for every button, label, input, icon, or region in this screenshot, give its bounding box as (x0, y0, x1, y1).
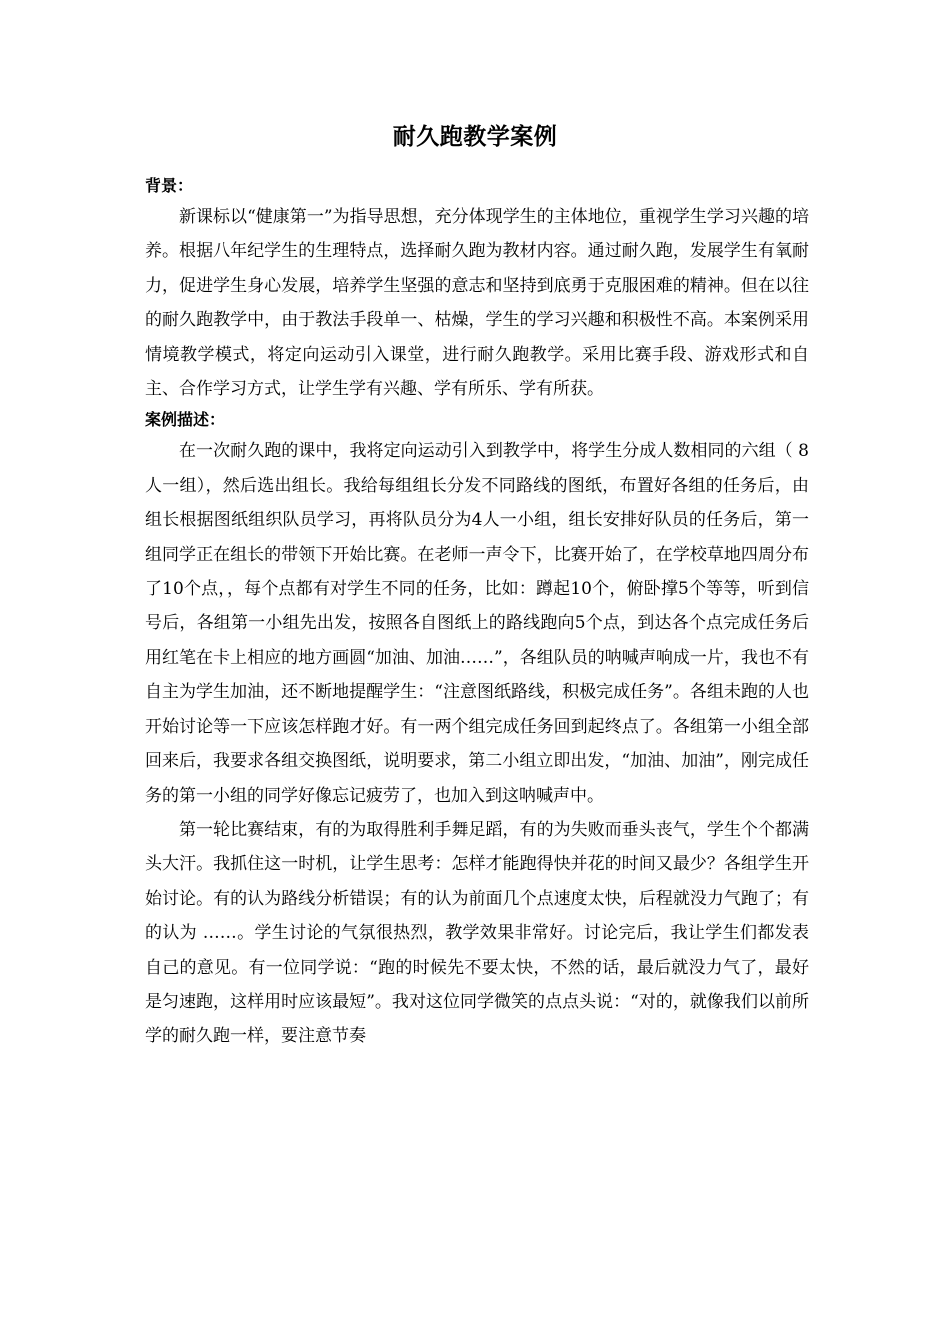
paragraph: 在一次耐久跑的课中，我将定向运动引入到教学中，将学生分成人数相同的六组（ 8人一组），然后选出组长。我给每组组长分发不同路线的图纸，布置好各组的任务后，由组长根据图纸组织队员学习，再将队员分为4人一小组，组长安排好队员的任务后，第一组同学正在组长的带领下开始比赛。在老师一声令下，比赛开始了，在学校草地四周分布了10个点，，每个点都有对学生不同的任务，比如：蹲起10个，俯卧撑5个等等，听到信号后，各组第一小组先出发，按照各自图纸上的路线跑向5个点，到达各个点完成任务后用红笔在卡上相应的地方画圆“加油、加油……”，各组队员的呐喊声响成一片，我也不有自主为学生加油，还不断地提醒学生：“注意图纸路线，积极完成任务”。各组未跑的人也开始讨论等一下应该怎样跑才好。有一两个组完成任务回到起终点了。各组第一小组全部回来后，我要求各组交换图纸，说明要求，第二小组立即出发，“加油、加油”，刚完成任务的第一小组的同学好像忘记疲劳了，也加入到这呐喊声中。 (145, 441, 809, 806)
section-background (145, 172, 809, 406)
section-heading: 案例描述： (145, 410, 226, 430)
document-title: 耐久跑教学案例 (392, 124, 558, 150)
section-case-description (145, 406, 809, 1053)
paragraph: 第一轮比赛结束，有的为取得胜利手舞足蹈，有的为失败而垂头丧气，学生个个都满头大汗。我抓住这一时机，让学生思考：怎样才能跑得快并花的时间又最少？各组学生开始讨论。有的认为路线分析错误；有的认为前面几个点速度太快，后程就没力气跑了；有的认为 ……。学生讨论的气氛很热烈，教学效果非常好。讨论完后，我让学生们都发表自己的意见。有一位同学说：“跑的时候先不要太快，不然的话，最后就没力气了，最好是匀速跑，这样用时应该最短”。我对这位同学微笑的点点头说：“对的，就像我们以前所学的耐久跑一样，要注意节奏 (145, 819, 809, 1047)
section-heading: 背景： (145, 176, 194, 195)
paragraph: 新课标以“健康第一”为指导思想，充分体现学生的主体地位，重视学生学习兴趣的培养。根据八年纪学生的生理特点，选择耐久跑为教材内容。通过耐久跑，发展学生有氧耐力，促进学生身心发展，培养学生坚强的意志和坚持到底勇于克服困难的精神。但在以往的耐久跑教学中，由于教法手段单一、枯燥，学生的学习兴趣和积极性不高。本案例采用情境教学模式，将定向运动引入课堂，进行耐久跑教学。采用比赛手段、游戏形式和自主、合作学习方式，让学生学有兴趣、学有所乐、学有所获。 (145, 207, 809, 400)
document-body (145, 172, 809, 1054)
